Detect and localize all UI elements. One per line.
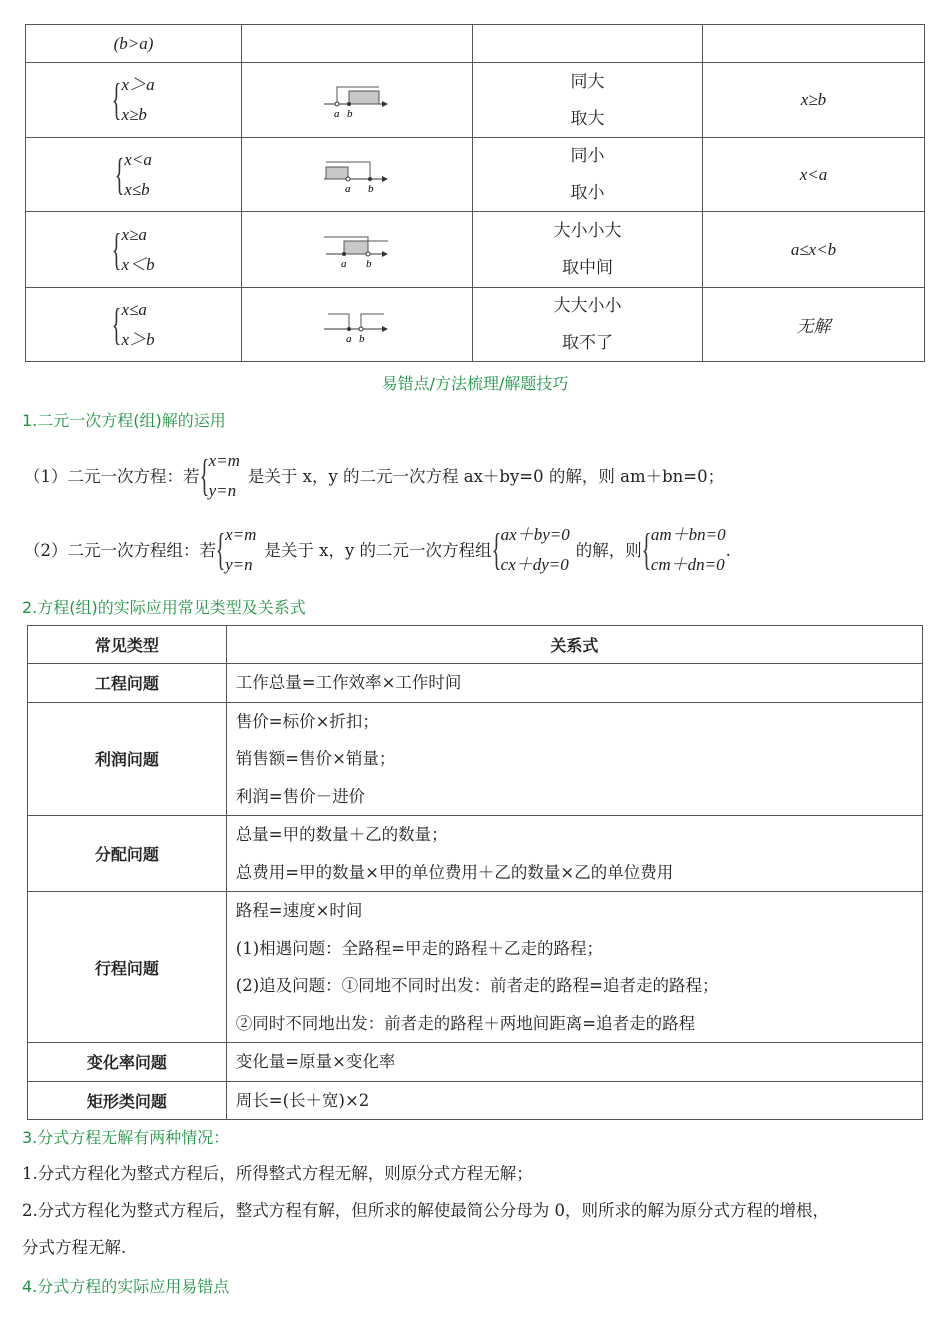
relations bbox=[226, 816, 922, 892]
problem-type: 行程问题 bbox=[28, 892, 227, 1043]
math-text: am＋bn=0 bbox=[650, 525, 726, 544]
relations bbox=[226, 1043, 922, 1082]
math-text: x<a bbox=[124, 149, 152, 169]
relation-line: 利润=售价－进价 bbox=[235, 786, 366, 806]
math-text bbox=[209, 446, 240, 506]
relation-line: ②同时不同地出发：前者走的路程＋两地间距离=追者走的路程 bbox=[235, 1013, 696, 1033]
relations bbox=[226, 664, 922, 703]
relation-line: 销售额=售价×销量； bbox=[235, 749, 396, 768]
math-text bbox=[216, 520, 256, 580]
rule-mnemonic bbox=[473, 63, 703, 138]
math-text: x=m bbox=[208, 451, 240, 470]
application-types-table bbox=[27, 625, 923, 1120]
table-row bbox=[28, 816, 923, 892]
s3-item-2: 2.分式方程化为整式方程后，整式方程有解，但所求的解使最简公分母为 0，则所求的解为原分式方程的增根， bbox=[22, 1201, 829, 1220]
table-row bbox=[28, 664, 923, 703]
math-text: y=n bbox=[225, 555, 253, 574]
math-text: 取小 bbox=[570, 183, 605, 203]
math-text bbox=[122, 220, 155, 280]
math-text: ax＋by=0 bbox=[500, 525, 570, 544]
math-text bbox=[112, 220, 154, 280]
math-text: x＞a bbox=[121, 75, 155, 94]
math-text: x＞b bbox=[121, 329, 155, 349]
col-header-type: 常见类型 bbox=[28, 626, 227, 664]
math-text: x＜b bbox=[121, 254, 155, 274]
math-text bbox=[112, 70, 154, 130]
math-text bbox=[642, 520, 726, 580]
relation-line: 工作总量=工作效率×工作时间 bbox=[235, 673, 462, 692]
math-text: 无解 bbox=[796, 317, 831, 336]
math-text: cx＋dy=0 bbox=[500, 555, 569, 574]
problem-type: 变化率问题 bbox=[28, 1043, 227, 1082]
point-label-b: b bbox=[359, 332, 365, 345]
point-label-a: a bbox=[341, 257, 347, 270]
brace-symbol: { bbox=[199, 451, 209, 500]
point-label-a: a bbox=[346, 332, 352, 345]
relation-line: 周长=(长＋宽)×2 bbox=[235, 1090, 370, 1110]
math-text: 取中间 bbox=[562, 258, 613, 278]
math-text: x=m bbox=[225, 525, 257, 544]
math-text bbox=[501, 520, 570, 580]
table-row bbox=[28, 1043, 923, 1082]
math-text bbox=[122, 70, 155, 130]
math-text: x≥a bbox=[121, 224, 147, 244]
math-text bbox=[124, 145, 152, 205]
math-text: a≤x<b bbox=[790, 239, 837, 259]
math-text: 大大小小 bbox=[553, 296, 622, 316]
math-text bbox=[225, 520, 256, 580]
solution-set bbox=[703, 63, 925, 138]
col-header-relation: 关系式 bbox=[226, 626, 922, 664]
number-line-diagram bbox=[242, 212, 473, 288]
rule-mnemonic bbox=[473, 212, 703, 288]
table-row bbox=[26, 138, 925, 212]
brace-symbol: { bbox=[215, 525, 226, 574]
point-label-b: b bbox=[347, 108, 353, 120]
table-row bbox=[28, 892, 923, 1043]
math-text: x≤b bbox=[124, 179, 150, 199]
math-text bbox=[492, 520, 570, 580]
point-label-b: b bbox=[368, 182, 374, 195]
table-row bbox=[26, 63, 925, 138]
table-row bbox=[26, 288, 925, 362]
math-text: 取大 bbox=[570, 108, 605, 129]
math-text: y=n bbox=[208, 481, 237, 500]
solution-set bbox=[703, 212, 925, 288]
math-text: (b>a) bbox=[113, 33, 154, 53]
section-title: 易错点/方法梳理/解题技巧 bbox=[381, 374, 569, 393]
relations bbox=[226, 702, 922, 816]
math-text: x≥b bbox=[800, 90, 827, 109]
inequality-system bbox=[26, 212, 242, 288]
math-text: 大小小大 bbox=[553, 221, 622, 241]
rule-mnemonic bbox=[473, 138, 703, 212]
problem-type: 分配问题 bbox=[28, 816, 227, 892]
brace-symbol: { bbox=[112, 75, 122, 124]
problem-type: 矩形类问题 bbox=[28, 1081, 227, 1120]
brace-symbol: { bbox=[641, 525, 652, 574]
point-label-a: a bbox=[334, 108, 340, 120]
problem-type: 工程问题 bbox=[28, 664, 227, 703]
math-text: x≤a bbox=[121, 299, 147, 319]
table-row bbox=[26, 212, 925, 288]
math-text bbox=[115, 145, 152, 205]
relation-line: 路程=速度×时间 bbox=[235, 901, 363, 920]
solution-set bbox=[703, 138, 925, 212]
heading-2: 2.方程(组)的实际应用常见类型及关系式 bbox=[22, 598, 306, 617]
relations bbox=[226, 892, 922, 1043]
inequality-system bbox=[26, 63, 242, 138]
table-row bbox=[28, 1081, 923, 1120]
relation-line: 变化量=原量×变化率 bbox=[235, 1052, 396, 1071]
brace-symbol: { bbox=[491, 525, 501, 574]
math-text: cm＋dn=0 bbox=[650, 555, 725, 574]
math-text bbox=[112, 295, 154, 355]
relation-line: 售价=标价×折扣； bbox=[235, 711, 379, 731]
rule-mnemonic bbox=[473, 288, 703, 362]
heading-3: 3.分式方程无解有两种情况： bbox=[22, 1128, 230, 1147]
math-text: 同大 bbox=[570, 71, 605, 92]
math-text: x≥b bbox=[121, 105, 147, 124]
math-text: 取不了 bbox=[562, 333, 613, 353]
problem-type: 利润问题 bbox=[28, 702, 227, 816]
paragraph-1: （1）二元一次方程：若 { x=m y=n 是关于 x，y 的二元一次方程 ax＋by=0 的解，则 am＋bn=0； bbox=[24, 446, 724, 506]
number-line-diagram bbox=[242, 138, 473, 212]
condition-header bbox=[26, 25, 242, 63]
heading-4: 4.分式方程的实际应用易错点 bbox=[22, 1277, 230, 1296]
inequality-system-table bbox=[25, 24, 925, 362]
relation-line: (1)相遇问题：全路程=甲走的路程＋乙走的路程； bbox=[235, 938, 603, 958]
system-xm-yn bbox=[200, 446, 240, 506]
relation-line: 总费用=甲的数量×甲的单位费用＋乙的数量×乙的单位费用 bbox=[235, 862, 674, 882]
s3-item-1: 1.分式方程化为整式方程后，所得整式方程无解，则原分式方程无解； bbox=[22, 1164, 533, 1183]
solution-set bbox=[703, 288, 925, 362]
brace-symbol: { bbox=[112, 224, 122, 274]
relation-line: 总量=甲的数量＋乙的数量； bbox=[235, 825, 448, 844]
relation-line: (2)追及问题：①同地不同时出发：前者走的路程=追者走的路程； bbox=[235, 976, 719, 995]
number-line-diagram bbox=[242, 288, 473, 362]
point-label-a: a bbox=[345, 182, 351, 195]
paragraph-2: （2）二元一次方程组：若 { x=m y=n 是关于 x，y 的二元一次方程组 { ax＋by=0 cx＋dy=0 的解，则 { am＋bn=0 cm＋dn=0 . bbox=[24, 520, 731, 580]
s3-item-2-cont: 分式方程无解. bbox=[22, 1238, 127, 1257]
brace-symbol: { bbox=[114, 149, 125, 199]
inequality-system bbox=[26, 138, 242, 212]
brace-symbol: { bbox=[112, 299, 122, 349]
relations bbox=[226, 1081, 922, 1120]
table-row bbox=[28, 702, 923, 816]
inequality-system bbox=[26, 288, 242, 362]
number-line-diagram bbox=[242, 63, 473, 138]
math-text: x<a bbox=[799, 164, 828, 184]
math-text: 同小 bbox=[570, 146, 605, 166]
math-text bbox=[651, 520, 726, 580]
heading-1: 1.二元一次方程(组)解的运用 bbox=[22, 411, 226, 430]
point-label-b: b bbox=[366, 257, 372, 270]
math-text bbox=[122, 295, 155, 355]
